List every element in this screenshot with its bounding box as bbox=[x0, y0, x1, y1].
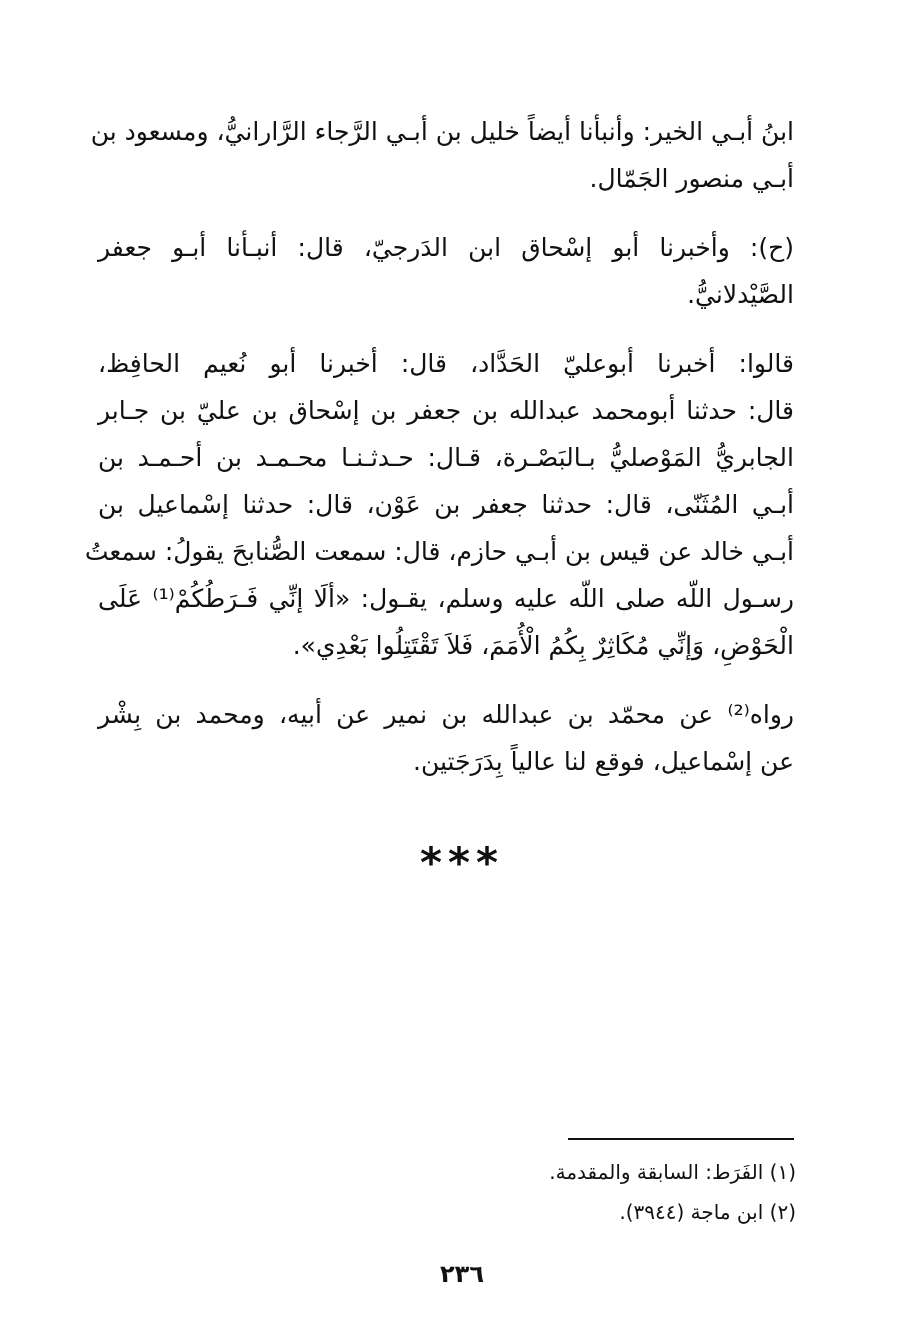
text-line: رسـول اللّه صلى اللّه عليه وسلم، يقـول: «ألَا إنِّي فَـرَطُكُمْ⁽¹⁾ عَلَى bbox=[98, 584, 794, 613]
text-line: أبـي خالد عن قيس بن أبـي حازم، قال: سمعت الصُّنابحَ يقولُ: سمعتُ bbox=[84, 537, 794, 566]
paragraph-1 bbox=[90, 108, 794, 202]
text-line: (ح): وأخبرنا أبو إسْحاق ابن الدَرجيّ، قال: أنبـأنا أبـو جعفر bbox=[98, 233, 794, 262]
text-line: رواه⁽²⁾ عن محمّد بن عبدالله بن نمير عن أبيه، ومحمد بن بِشْر bbox=[98, 700, 794, 729]
footnote-2: (٢) ابن ماجة (٣٩٤٤). bbox=[619, 1200, 796, 1224]
text-line: أبـي المُثَنّى، قال: حدثنا جعفر بن عَوْن، قال: حدثنا إسْماعيل بن bbox=[98, 490, 794, 519]
main-text bbox=[84, 108, 794, 807]
footnotes bbox=[296, 1152, 796, 1232]
page-number: ٢٣٦ bbox=[440, 1260, 484, 1288]
text-line: الجابريُّ المَوْصليُّ بـالبَصْـرة، قـال: حـدثـنـا محـمـد بن أحـمـد بن bbox=[98, 443, 794, 472]
text-line: أبـي منصور الجَمّال. bbox=[589, 164, 794, 193]
text-line: الصَّيْدلانيُّ. bbox=[687, 280, 794, 309]
footnote-1: (١) الفَرَط: السابقة والمقدمة. bbox=[549, 1160, 796, 1184]
footnote-rule bbox=[568, 1138, 794, 1140]
text-line: قالوا: أخبرنا أبوعليّ الحَدَّاد، قال: أخبرنا أبو نُعيم الحافِظ، bbox=[98, 349, 794, 378]
text-line: ابنُ أبـي الخير: وأنبأنا أيضاً خليل بن أبـي الرَّجاء الرَّارانيُّ، ومسعود بن bbox=[90, 117, 794, 146]
text-line: عن إسْماعيل، فوقع لنا عالياً بِدَرَجَتين. bbox=[413, 747, 794, 776]
section-separator: *** bbox=[420, 838, 504, 887]
text-line: الْحَوْضِ، وَإنِّي مُكَاثِرٌ بِكُمُ الْأُمَمَ، فَلاَ تَقْتَتِلُوا بَعْدِي». bbox=[292, 631, 794, 660]
text-line: قال: حدثنا أبومحمد عبدالله بن جعفر بن إسْحاق بن عليّ بن جـابر bbox=[98, 396, 794, 425]
paragraph-2 bbox=[98, 224, 794, 318]
paragraph-3 bbox=[84, 340, 794, 669]
paragraph-4 bbox=[98, 691, 794, 785]
